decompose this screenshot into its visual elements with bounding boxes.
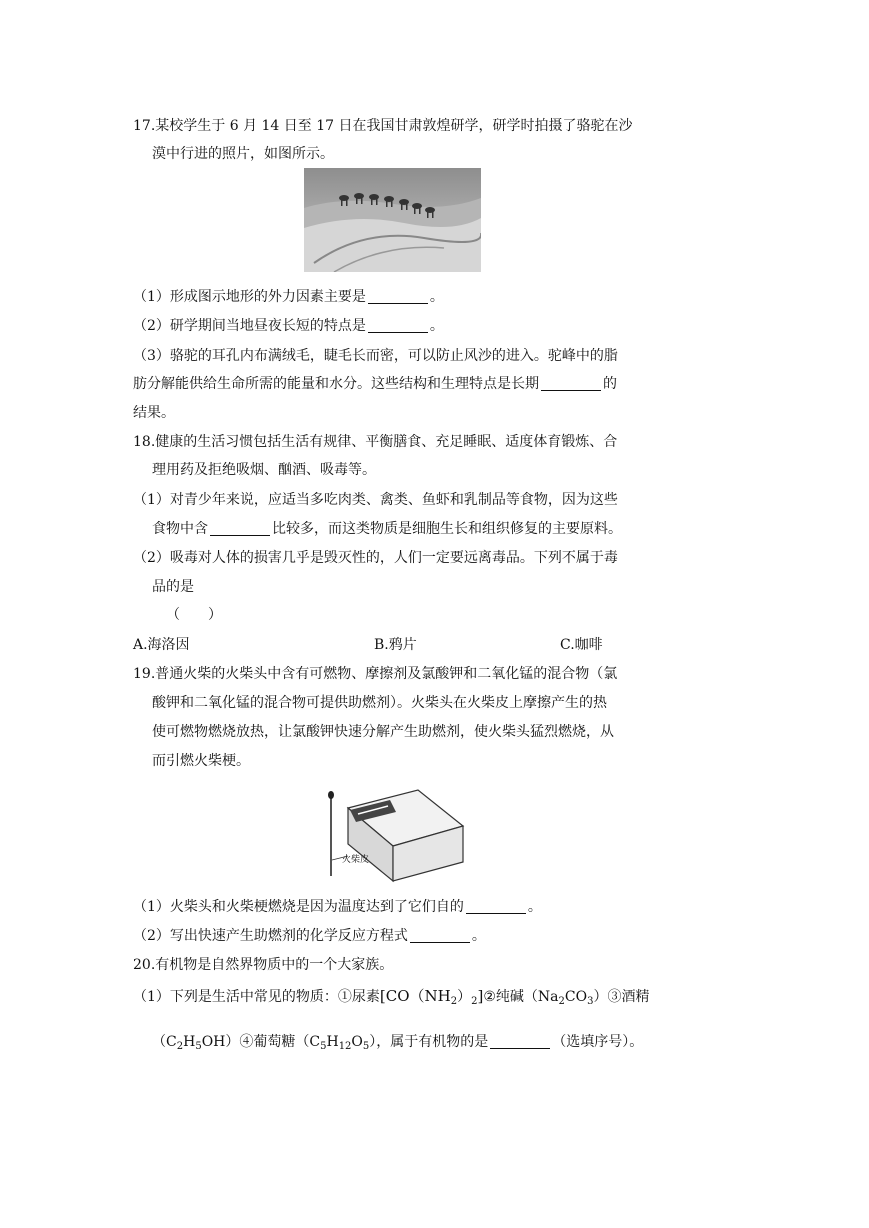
q20-part1-line2: $(C_2H_5OH)④$葡萄糖$(C_5H_{12}O_5)$，属于有机物的是 （选填序号）。 (152, 1034, 644, 1052)
q19-stem-line3: 使可燃物燃烧放热，让氯酸钾快速分解产生助燃剂，使火柴头猛烈燃烧，从 (152, 724, 614, 740)
matchbox-label: 火柴皮 (342, 855, 370, 865)
q20-part1-line1: （1）下列是生活中常见的物质：①尿素$[CO(NH_2)_2]②$纯碱$(Na_2CO_3)③$酒精 (133, 987, 650, 1007)
q17-part3-line2: 肪分解能供给生命所需的能量和水分。这些结构和生理特点是长期 的 (133, 376, 617, 392)
answer-blank (541, 376, 601, 391)
answer-blank (490, 1034, 550, 1049)
q18-stem-line1: 18.健康的生活习惯包括生活有规律、平衡膳食、充足睡眠、适度体育锻炼、合 (133, 434, 618, 450)
q19-part1: （1）火柴头和火柴梗燃烧是因为温度达到了它们自的 。 (133, 899, 542, 915)
q18-part1-line2: 食物中含 比较多，而这类物质是细胞生长和组织修复的主要原料。 (152, 521, 622, 537)
q19-part2: （2）写出快速产生助燃剂的化学反应方程式 。 (133, 928, 486, 944)
q18-part1-line1: （1）对青少年来说，应适当多吃肉类、禽类、鱼虾和乳制品等食物，因为这些 (133, 492, 618, 508)
q18-option-a: A.海洛因 (133, 637, 190, 653)
q17-part2: （2）研学期间当地昼夜长短的特点是 。 (133, 318, 444, 334)
desert-camel-photo (304, 168, 481, 272)
q18-part2-line2: 品的是 (152, 579, 194, 595)
q18-option-b: B.鸦片 (374, 637, 417, 653)
q18-answer-paren: （ ） (166, 607, 222, 623)
q17-part3-line1: （3）骆驼的耳孔内布满绒毛，睫毛长而密，可以防止风沙的进入。驼峰中的脂 (133, 348, 618, 364)
q17-part3-line3: 结果。 (133, 405, 175, 421)
q18-stem-line2: 理用药及拒绝吸烟、酗酒、吸毒等。 (152, 462, 376, 478)
q17-stem-line1: 17.某校学生于 6 月 14 日至 17 日在我国甘肃敦煌研学，研学时拍摄了骆驼在沙 (133, 118, 633, 134)
q19-stem-line1: 19.普通火柴的火柴头中含有可燃物、摩擦剂及氯酸钾和二氧化锰的混合物（氯 (133, 666, 618, 682)
q20-stem: 20.有机物是自然界物质中的一个大家族。 (133, 957, 394, 973)
answer-blank (410, 928, 470, 943)
q19-stem-line4: 而引燃火柴梗。 (152, 753, 250, 769)
answer-blank (368, 318, 428, 333)
q18-option-c: C.咖啡 (560, 637, 603, 653)
matchbox-figure (318, 786, 468, 888)
answer-blank (210, 521, 270, 536)
answer-blank (466, 899, 526, 914)
q17-part1: （1）形成图示地形的外力因素主要是 。 (133, 289, 444, 305)
q18-part2-line1: （2）吸毒对人体的损害几乎是毁灭性的，人们一定要远离毒品。下列不属于毒 (133, 550, 618, 566)
q17-stem-line2: 漠中行进的照片，如图所示。 (152, 146, 334, 162)
q19-stem-line2: 酸钾和二氧化锰的混合物可提供助燃剂）。火柴头在火柴皮上摩擦产生的热 (152, 695, 607, 711)
answer-blank (368, 289, 428, 304)
